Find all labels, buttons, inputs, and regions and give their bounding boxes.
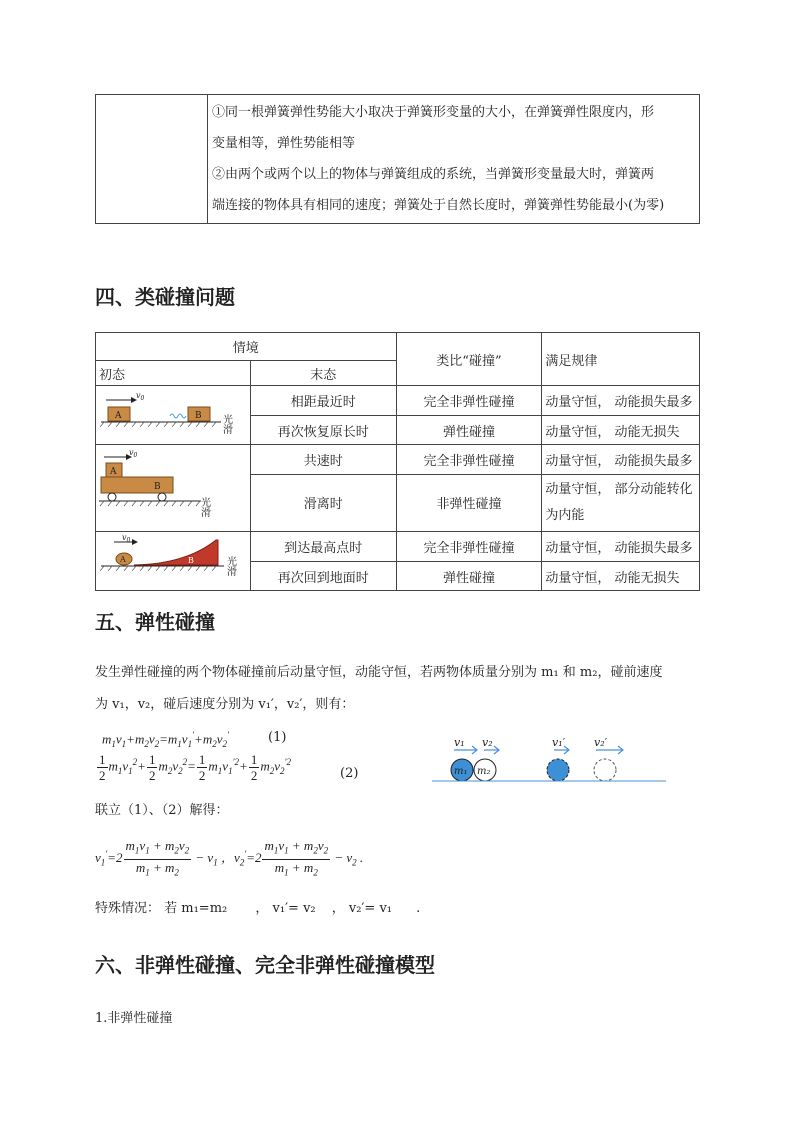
scene3-diagram-cell [96, 532, 251, 591]
svg-text:A: A [110, 467, 117, 477]
row2-final: 再次恢复原长时 [250, 416, 396, 445]
row2-law: 动量守恒， 动能无损失 [542, 416, 700, 445]
spring-properties-table [95, 94, 700, 224]
section4-title: 四、类碰撞问题 [95, 285, 235, 309]
note-line-3: ②由两个或两个以上的物体与弹簧组成的系统，当弹簧形变量最大时，弹簧两 [212, 167, 655, 182]
section5-para-2: 为 v₁，v₂，碰后速度分别为 v₁′，v₂′，则有： [95, 697, 355, 712]
solve-text: 联立（1）、（2）解得： [95, 803, 229, 818]
svg-text:光滑: 光滑 [224, 556, 236, 576]
row6-law: 动量守恒， 动能无损失 [542, 562, 700, 591]
row6-final: 再次回到地面时 [250, 562, 396, 591]
svg-text:v0: $v_0$ [136, 391, 145, 402]
energy-equation: $\frac{1}{2}$ $m_1v_1^2+$ $\frac{1}{2}$ $m_2v_2^2=$ $\frac{1}{2}$ $m_1v_1^{'2}+$ $\frac{1}{2}$ $m_2v_2^{'2}$ [99, 752, 291, 783]
header-final: 末态 [250, 361, 396, 386]
svg-text:v₂: v₂ [482, 736, 493, 749]
eq2-label: (2) [340, 766, 359, 781]
header-scene: 情境 [96, 333, 397, 361]
block-on-board-diagram [96, 445, 246, 527]
svg-text:A: A [115, 411, 122, 421]
special-v1: v₁′= v₂ [272, 901, 316, 916]
row5-law: 动量守恒， 动能损失最多 [542, 532, 700, 562]
svg-text:v₂′: v₂′ [594, 736, 608, 749]
svg-text:v0: $v_0$ [129, 448, 138, 459]
section5-title: 五、弹性碰撞 [95, 610, 215, 634]
svg-text:光滑: 光滑 [198, 497, 210, 517]
row4-final: 滑离时 [250, 474, 396, 531]
svg-text:v₁′: v₁′ [552, 736, 566, 749]
header-analogy: 类比“碰撞” [396, 333, 542, 386]
row3-analogy: 完全非弹性碰撞 [396, 445, 542, 475]
svg-text:B: B [195, 411, 202, 421]
eq1-label: (1) [268, 730, 287, 745]
spring-notes-cell [208, 95, 700, 224]
special-condition: 特殊情况： 若 m₁=m₂ [95, 901, 228, 916]
section6-item-1: 1.非弹性碰撞 [95, 1011, 173, 1026]
svg-text:B: B [154, 482, 161, 492]
row1-law: 动量守恒， 动能损失最多 [542, 386, 700, 416]
row5-final: 到达最高点时 [250, 532, 396, 562]
svg-text:光滑: 光滑 [220, 414, 232, 434]
row5-analogy: 完全非弹性碰撞 [396, 532, 542, 562]
svg-text:B: B [188, 556, 194, 565]
ball-slope-diagram [96, 532, 246, 586]
svg-text:A: A [120, 555, 126, 564]
row1-analogy: 完全非弹性碰撞 [396, 386, 542, 416]
row2-analogy: 弹性碰撞 [396, 416, 542, 445]
collision-analogy-table [95, 332, 700, 591]
elastic-collision-diagram [430, 730, 670, 790]
special-v2: v₂′= v₁ [348, 901, 392, 916]
section5-para-1: 发生弹性碰撞的两个物体碰撞前后动量守恒，动能守恒，若两物体质量分别为 m₁ 和 m₂，碰前速度 [95, 665, 663, 680]
header-law: 满足规律 [542, 333, 700, 386]
note-line-2: 变量相等，弹性势能相等 [212, 136, 356, 151]
svg-text:v0: $v_0$ [122, 533, 131, 544]
row3-final: 共速时 [250, 445, 396, 475]
row3-law: 动量守恒， 动能损失最多 [542, 445, 700, 475]
scene2-diagram-cell [96, 445, 251, 532]
note-line-4: 端连接的物体具有相同的速度；弹簧处于自然长度时，弹簧弹性势能最小(为零) [212, 198, 665, 213]
scene1-diagram-cell [96, 386, 251, 445]
row4-law: 动量守恒， 部分动能转化为内能 [542, 474, 700, 531]
svg-text:v₁: v₁ [454, 736, 465, 749]
momentum-equation: $m_1v_1+m_2v_2=m_1v_1'+m_2v_2'$ [102, 730, 229, 749]
row4-analogy: 非弹性碰撞 [396, 474, 542, 531]
spring-blocks-diagram [96, 386, 246, 440]
note-line-1: ①同一根弹簧弹性势能大小取决于弹簧形变量的大小，在弹簧弹性限度内，形 [212, 105, 655, 120]
row6-analogy: 弹性碰撞 [396, 562, 542, 591]
svg-text:m₂: m₂ [477, 766, 491, 777]
special-case: 特殊情况： 若 m₁=m₂ ， v₁′= v₂ ， v₂′= v₁ . [95, 901, 421, 916]
header-initial: 初态 [96, 361, 251, 386]
svg-text:m₁: m₁ [454, 766, 468, 777]
solution-formula: $v_1'=2$ $\frac{m_1v_1 + m_2v_2}{m_1 + m_2}$ − $v_1$ ，$v_2'=2$ $\frac{m_1v_1 + m_2v_2}{m_1 + m_2}$ − $v_2$ . [95, 838, 364, 878]
empty-label-cell [96, 95, 208, 224]
section6-title: 六、非弹性碰撞、完全非弹性碰撞模型 [95, 953, 435, 977]
row1-final: 相距最近时 [250, 386, 396, 416]
